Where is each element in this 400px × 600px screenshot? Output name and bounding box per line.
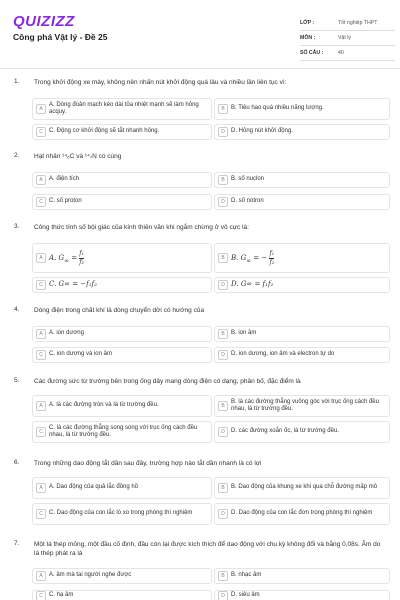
meta-value: Tốt nghiệp THPT [338,20,378,26]
option-letter: B [218,253,228,263]
option-letter: D [218,197,228,207]
option-text: A. Dao động của quả lắc đồng hồ [49,484,139,491]
option-c[interactable] [32,194,212,210]
option-letter: D [218,350,228,360]
option-text: C. hạ âm [49,591,74,598]
option-text: C. là các đường thẳng song song với trục ống cách đều nhau, là từ trường đều. [49,424,198,438]
option-text: D. Dao động của con lắc đơn trong phòng thí nghiệm [231,510,373,517]
formula-lhs: G [58,254,65,262]
meta-row-class [300,16,395,31]
option-letter: A [36,401,46,411]
option-letter: C [36,197,46,207]
quiz-title: Công phá Vật lý - Đề 25 [13,32,108,42]
option-text: D. G∞ = f₁f₂ [231,280,274,289]
option-letter: A [36,253,46,263]
option-letter: B [218,571,228,581]
option-text: B. số nuclon [231,176,265,183]
option-c[interactable] [32,124,212,140]
option-text: C. G∞ = −f₁f₂ [49,280,97,289]
question-text: Hạt nhân ¹⁴₆C và ¹⁴₇N có cùng [34,153,122,160]
option-letter: A [36,104,46,114]
option-text: D. số notron [231,198,264,205]
option-text: D. các đường xoắn ốc, là từ trường đều. [231,428,339,435]
meta-label: MÔN : [300,35,316,41]
option-b[interactable] [214,326,390,342]
header-divider [0,68,400,69]
option-text: D. siêu âm [231,591,260,598]
worksheet-header [0,0,400,64]
meta-row-subject [300,31,395,46]
option-text: D. Hỏng nút khởi động. [231,128,293,135]
option-a[interactable] [32,477,212,499]
option-letter: C [36,591,46,600]
option-d[interactable] [214,590,390,600]
option-letter: B [218,175,228,185]
option-text: D. ion dương, ion âm và electron tự do [231,351,335,358]
option-b[interactable] [214,243,390,273]
option-letter: C [36,350,46,360]
formula-sign: = [68,254,80,262]
option-c[interactable] [32,347,212,363]
fraction-denominator: f₂ [269,258,275,266]
question-text: Trong những dao động tắt dần sau đây, trường hợp nào tắt dần nhanh là có lợi [34,460,262,467]
option-text: A. âm mà tai người nghe được [49,572,132,579]
option-letter: D [218,591,228,600]
option-a[interactable] [32,172,212,188]
option-a[interactable] [32,98,212,120]
option-d[interactable] [214,503,390,525]
question-number: 1. [14,78,20,85]
option-text: B. nhạc âm [231,572,262,579]
formula-lhs: G [240,254,247,262]
option-letter: A [36,175,46,185]
option-b[interactable] [214,172,390,188]
option-formula [49,250,84,266]
question-text: Các đường sức từ trường bên trong ống dây mang dòng điện có dạng, phân bố, đặc điểm là [34,378,301,385]
option-letter: B [218,483,228,493]
meta-row-count [300,46,395,61]
option-letter: D [218,509,228,519]
question-number: 4. [14,306,20,313]
option-c[interactable] [32,503,212,525]
meta-label: SỐ CÂU : [300,50,324,56]
option-text: B. Tiêu hao quá nhiều năng lượng. [231,105,324,112]
option-letter: C [36,127,46,137]
question-number: 2. [14,152,20,159]
option-formula [231,250,274,266]
option-text: C. Động cơ khởi động sẽ tắt nhanh hỏng. [49,128,160,135]
option-a[interactable] [32,568,212,584]
option-text: A. ion dương [49,330,84,337]
option-prefix: B. [231,254,241,262]
option-text: C. số proton [49,198,82,205]
meta-label: LỚP : [300,20,315,26]
formula-sub: ∞ [64,258,69,265]
question-number: 5. [14,377,20,384]
option-letter: D [218,427,228,437]
meta-table [300,16,395,61]
option-d[interactable] [214,277,390,293]
question-text: Một lá thép mỏng, một đầu cố định, đầu còn lại được kích thích để dao động với chu kỳ không đổi và bằng 0,08s. Âm do lá thép phát ra là [34,541,381,557]
option-letter: B [218,329,228,339]
option-letter: C [36,280,46,290]
option-text: C. Dao động của con lắc lò xo trong phòng thí nghiệm [49,510,193,517]
option-letter: D [218,280,228,290]
formula-sub: ∞ [246,258,252,265]
meta-value: 40 [338,50,344,56]
option-letter: D [218,127,228,137]
option-d[interactable] [214,347,390,363]
quizizz-logo: QUIZIZZ [13,13,75,30]
question-text: Công thức tính số bội giác của kính thiên văn khi ngắm chừng ở vô cực là: [34,224,249,231]
question-number: 3. [14,223,20,230]
option-b[interactable] [214,477,390,499]
option-b[interactable] [214,568,390,584]
question-number: 6. [14,459,20,466]
option-c[interactable] [32,277,212,293]
option-text: A. điện tích [49,176,80,183]
question-number: 7. [14,540,20,547]
question-text: Trong khởi động xe máy, không nên nhấn nút khởi động quá lâu và nhiều lần liên tục vì: [34,79,287,86]
meta-value: Vật lý [338,35,351,41]
option-c[interactable] [32,421,212,443]
option-text: A. là các đường tròn và là từ trường đều. [49,402,159,409]
fraction-numerator: f₁ [269,250,275,257]
option-text: B. là các đường thẳng vuông góc với trục ống cách đều nhau, là từ trường đều. [231,398,379,412]
option-letter: A [36,571,46,581]
option-text: B. ion âm [231,330,257,337]
option-a[interactable] [32,243,212,273]
fraction [79,250,84,266]
option-a[interactable] [32,395,212,417]
fraction-numerator: f₁ [79,250,84,257]
option-b[interactable] [214,395,390,417]
option-prefix: A. [49,254,59,262]
option-letter: A [36,329,46,339]
option-letter: C [36,509,46,519]
option-d[interactable] [214,194,390,210]
option-c[interactable] [32,590,212,600]
option-d[interactable] [214,421,390,443]
option-d[interactable] [214,124,390,140]
option-letter: A [36,483,46,493]
option-letter: B [218,104,228,114]
question-text: Dòng điện trong chất khí là dòng chuyển dời có hướng của [34,307,205,314]
fraction-denominator: f₂ [79,258,84,266]
option-text: B. Dao động của khung xe khi qua chỗ đường mấp mô [231,484,378,491]
fraction [269,250,274,266]
formula-sign: = − [251,254,268,262]
option-letter: B [218,401,228,411]
option-a[interactable] [32,326,212,342]
option-text: A. Dòng đoản mạch kéo dài tỏa nhiệt mạnh sẽ làm hỏng acquy. [49,101,199,115]
option-b[interactable] [214,98,390,120]
option-letter: C [36,427,46,437]
option-text: C. ion dương và ion âm [49,351,112,358]
